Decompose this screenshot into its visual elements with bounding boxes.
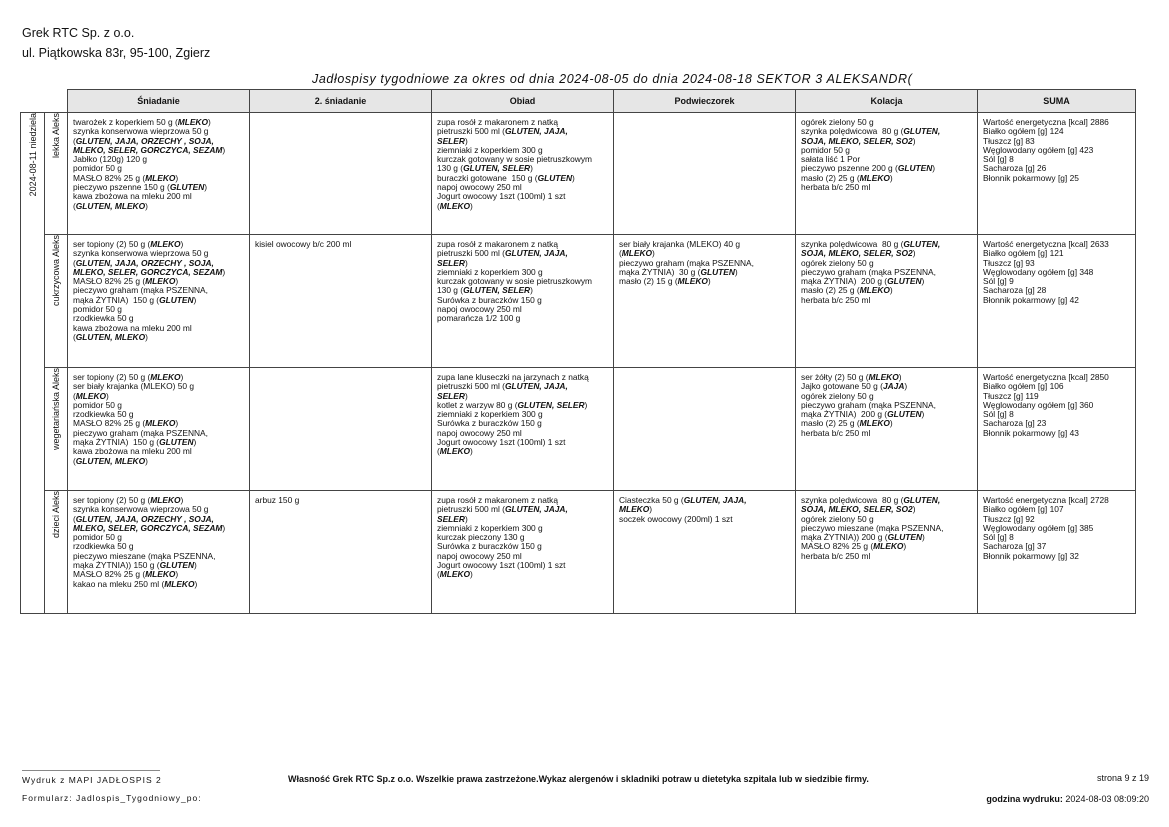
- menu-title: Jadłospisy tygodniowe za okres od dnia 2024-08-05 do dnia 2024-08-18 SEKTOR 3 ALEKSANDR(: [312, 72, 913, 86]
- allergen-text: GLUTEN, JAJA,: [504, 126, 568, 137]
- allergen-text: GLUTEN, MLEKO: [75, 331, 146, 342]
- meal-cell-drugie-sniadanie: arbuz 150 g: [250, 491, 432, 614]
- meal-cell-kolacja: szynka polędwicowa 80 g (GLUTEN, SOJA, MLEKO, SELER, SO2) ogórek zielony 50 g pieczywo mieszane (mąka PSZENNA, mąka ŻYTNIA)) 200 g (GLUTEN) MASŁO 82% 25 g (MLEKO) herbata b/c 250 ml: [796, 491, 978, 614]
- date-cell: [21, 113, 45, 614]
- diet-cell: [45, 491, 68, 614]
- allergen-text: MLEKO, SELER, GORCZYCA, SEZAM: [73, 266, 223, 277]
- allergen-text: GLUTEN: [169, 182, 205, 193]
- page-number: strona 9 z 19: [1096, 773, 1149, 783]
- allergen-text: MLEKO: [439, 569, 471, 580]
- allergen-text: GLUTEN, JAJA, ORZECHY , SOJA,: [75, 513, 214, 524]
- allergen-text: MLEKO: [145, 418, 176, 429]
- allergen-text: MLEKO: [164, 578, 195, 589]
- diet-label: dzieci Aleks: [51, 491, 61, 539]
- ownership-notice: Własność Grek RTC Sp.z o.o. Wszelkie prawa zastrzeżone.Wykaz alergenów i skladniki potraw u dietetyka szpitala lub w siedzibie firmy.: [288, 774, 869, 784]
- date-label: 2024-08-11 niedziela: [27, 113, 38, 197]
- meal-cell-kolacja: ogórek zielony 50 g szynka polędwicowa 80 g (GLUTEN, SOJA, MLEKO, SELER, SO2) pomidor 50 g sałata liść 1 Por pieczywo pszenne 200 g (GLUTEN) masło (2) 25 g (MLEKO) herbata b/c 250 ml: [796, 113, 978, 235]
- diet-cell: [45, 113, 68, 235]
- meal-cell-podwieczorek: [614, 368, 796, 491]
- allergen-text: MLEKO: [619, 504, 650, 515]
- allergen-text: GLUTEN: [537, 172, 572, 183]
- meal-cell-drugie-sniadanie: [250, 113, 432, 235]
- footer-left: [22, 771, 202, 807]
- table-row: [21, 368, 1136, 491]
- diet-label: lekka Aleks: [51, 113, 61, 159]
- meal-cell-suma: Wartość energetyczna [kcal] 2850 Białko ogółem [g] 106 Tłuszcz [g] 119 Węglowodany ogółem [g] 360 Sól [g] 8 Sacharoza [g] 23 Błonnik pokarmowy [g] 43: [978, 368, 1136, 491]
- allergen-text: SOJA, MLEKO, SELER, SO2: [801, 504, 913, 515]
- allergen-text: MLEKO: [150, 495, 181, 505]
- allergen-text: GLUTEN: [887, 409, 922, 420]
- meal-cell-drugie-sniadanie: kisiel owocowy b/c 200 ml: [250, 235, 432, 368]
- meal-cell-suma: Wartość energetyczna [kcal] 2728 Białko ogółem [g] 107 Tłuszcz [g] 92 Węglowodany ogółem [g] 385 Sól [g] 8 Sacharoza [g] 37 Błonnik pokarmowy [g] 32: [978, 491, 1136, 614]
- meal-cell-obiad: zupa lane kluseczki na jarzynach z natką pietruszki 500 ml (GLUTEN, JAJA, SELER) kotlet z warzyw 80 g (GLUTEN, SELER) ziemniaki z koperkiem 300 g Surówka z buraczków 150 g napoj owocowy 250 ml Jogurt owocowy 1szt (100ml) 1 szt (MLEKO): [432, 368, 614, 491]
- header-row: [21, 90, 1136, 113]
- allergen-text: MLEKO: [75, 390, 107, 401]
- printout-label: Wydruk z MAPI JADŁOSPIS 2: [22, 775, 162, 785]
- allergen-text: GLUTEN: [159, 560, 195, 571]
- allergen-text: GLUTEN, SELER: [463, 163, 531, 174]
- allergen-text: MLEKO: [177, 117, 208, 127]
- print-time-value: 2024-08-03 08:09:20: [1065, 794, 1149, 804]
- allergen-text: GLUTEN,: [903, 495, 941, 505]
- allergen-text: GLUTEN, MLEKO: [75, 455, 146, 466]
- table-row: [21, 235, 1136, 368]
- allergen-text: MLEKO: [150, 239, 181, 249]
- meal-cell-suma: Wartość energetyczna [kcal] 2886 Białko ogółem [g] 124 Tłuszcz [g] 83 Węglowodany ogółem [g] 423 Sól [g] 8 Sacharoza [g] 26 Błonnik pokarmowy [g] 25: [978, 113, 1136, 235]
- allergen-text: GLUTEN, JAJA,: [504, 381, 568, 392]
- company-header: [22, 23, 210, 63]
- meal-cell-sniadanie: ser topiony (2) 50 g (MLEKO) szynka konserwowa wieprzowa 50 g (GLUTEN, JAJA, ORZECHY , SOJA, MLEKO, SELER, GORCZYCA, SEZAM) MASŁO 82% 25 g (MLEKO) pieczywo graham (mąka PSZENNA, mąka ŻYTNIA) 150 g (GLUTEN) pomidor 50 g rzodkiewka 50 g kawa zbożowa na mleku 200 ml (GLUTEN, MLEKO): [68, 235, 250, 368]
- header-corner: [21, 90, 68, 113]
- allergen-text: SELER: [437, 257, 465, 268]
- meal-cell-kolacja: szynka polędwicowa 80 g (GLUTEN, SOJA, MLEKO, SELER, SO2) ogórek zielony 50 g pieczywo graham (mąka PSZENNA, mąka ŻYTNIA) 200 g (GLUTEN) masło (2) 25 g (MLEKO) herbata b/c 250 ml: [796, 235, 978, 368]
- company-address: ul. Piątkowska 83r, 95-100, Zgierz: [22, 46, 211, 60]
- allergen-text: SOJA, MLEKO, SELER, SO2: [801, 248, 913, 259]
- meal-cell-kolacja: ser żółty (2) 50 g (MLEKO) Jajko gotowane 50 g (JAJA) ogórek zielony 50 g pieczywo graham (mąka PSZENNA, mąka ŻYTNIA) 200 g (GLUTEN) masło (2) 25 g (MLEKO) herbata b/c 250 ml: [796, 368, 978, 491]
- allergen-text: MLEKO, SELER, GORCZYCA, SEZAM: [73, 522, 223, 533]
- allergen-text: JAJA: [882, 381, 905, 392]
- diet-label: wegetariańska Aleks: [51, 368, 61, 451]
- allergen-text: GLUTEN: [159, 294, 194, 305]
- meal-cell-sniadanie: ser topiony (2) 50 g (MLEKO) szynka konserwowa wieprzowa 50 g (GLUTEN, JAJA, ORZECHY , SOJA, MLEKO, SELER, GORCZYCA, SEZAM) pomidor 50 g rzodkiewka 50 g pieczywo mieszane (mąka PSZENNA, mąka ŻYTNIA)) 150 g (GLUTEN) MASŁO 82% 25 g (MLEKO) kakao na mleku 250 ml (MLEKO): [68, 491, 250, 614]
- meal-cell-podwieczorek: ser biały krajanka (MLEKO) 40 g (MLEKO) pieczywo graham (mąka PSZENNA, mąka ŻYTNIA) 30 g (GLUTEN) masło (2) 15 g (MLEKO): [614, 235, 796, 368]
- allergen-text: GLUTEN, MLEKO: [75, 200, 146, 211]
- company-name: Grek RTC Sp. z o.o.: [22, 26, 135, 40]
- allergen-text: SOJA, MLEKO, SELER, SO2: [801, 135, 913, 146]
- allergen-text: GLUTEN: [897, 163, 933, 174]
- allergen-text: SELER: [437, 513, 465, 524]
- allergen-text: GLUTEN, JAJA,: [683, 495, 747, 505]
- meal-cell-obiad: zupa rosół z makaronem z natką pietruszki 500 ml (GLUTEN, JAJA, SELER) ziemniaki z koperkiem 300 g kurczak pieczony 130 g Surówka z buraczków 150 g napoj owocowy 250 ml Jogurt owocowy 1szt (100ml) 1 szt (MLEKO): [432, 491, 614, 614]
- table-row: [21, 491, 1136, 614]
- allergen-text: GLUTEN: [887, 276, 922, 287]
- allergen-text: MLEKO: [150, 372, 181, 382]
- allergen-text: MLEKO: [859, 285, 890, 296]
- allergen-text: MLEKO: [145, 172, 176, 183]
- header-drugie-sniadanie: 2. śniadanie: [250, 90, 432, 113]
- allergen-text: MLEKO: [439, 446, 471, 457]
- allergen-text: GLUTEN: [159, 437, 194, 448]
- allergen-text: GLUTEN, SELER: [517, 399, 585, 410]
- header-suma: SUMA: [978, 90, 1136, 113]
- allergen-text: MLEKO: [873, 541, 904, 552]
- print-time: [986, 794, 1149, 804]
- meal-cell-sniadanie: ser topiony (2) 50 g (MLEKO) ser biały krajanka (MLEKO) 50 g (MLEKO) pomidor 50 g rzodkiewka 50 g MASŁO 82% 25 g (MLEKO) pieczywo graham (mąka PSZENNA, mąka ŻYTNIA) 150 g (GLUTEN) kawa zbożowa na mleku 200 ml (GLUTEN, MLEKO): [68, 368, 250, 491]
- meal-cell-podwieczorek: Ciasteczka 50 g (GLUTEN, JAJA, MLEKO) soczek owocowy (200ml) 1 szt: [614, 491, 796, 614]
- allergen-text: GLUTEN, JAJA,: [504, 248, 568, 259]
- meal-cell-suma: Wartość energetyczna [kcal] 2633 Białko ogółem [g] 121 Tłuszcz [g] 93 Węglowodany ogółem [g] 348 Sól [g] 9 Sacharoza [g] 28 Błonnik pokarmowy [g] 42: [978, 235, 1136, 368]
- meal-cell-obiad: zupa rosół z makaronem z natką pietruszki 500 ml (GLUTEN, JAJA, SELER) ziemniaki z koperkiem 300 g kurczak gotowany w sosie pietruszkowym 130 g (GLUTEN, SELER) buraczki gotowane 150 g (GLUTEN) napoj owocowy 250 ml Jogurt owocowy 1szt (100ml) 1 szt (MLEKO): [432, 113, 614, 235]
- allergen-text: GLUTEN, JAJA, ORZECHY , SOJA,: [75, 257, 214, 268]
- meal-cell-sniadanie: twarożek z koperkiem 50 g (MLEKO) szynka konserwowa wieprzowa 50 g (GLUTEN, JAJA, ORZECHY , SOJA, MLEKO, SELER, GORCZYCA, SEZAM) Jabłko (120g) 120 g pomidor 50 g MASŁO 82% 25 g (MLEKO) pieczywo pszenne 150 g (GLUTEN) kawa zbożowa na mleku 200 ml (GLUTEN, MLEKO): [68, 113, 250, 235]
- weekly-menu-table: [20, 89, 1136, 614]
- meal-cell-podwieczorek: [614, 113, 796, 235]
- allergen-text: GLUTEN, JAJA,: [504, 504, 568, 515]
- allergen-text: MLEKO: [621, 248, 653, 259]
- allergen-text: GLUTEN, SELER: [463, 285, 531, 296]
- allergen-text: SELER: [437, 135, 465, 146]
- footer-rule: [22, 770, 160, 771]
- allergen-text: GLUTEN, JAJA, ORZECHY , SOJA,: [75, 135, 214, 146]
- header-kolacja: Kolacja: [796, 90, 978, 113]
- allergen-text: MLEKO: [868, 372, 899, 382]
- print-time-label: godzina wydruku:: [986, 794, 1063, 804]
- header-obiad: Obiad: [432, 90, 614, 113]
- diet-label: cukrzycowa Aleks: [51, 235, 61, 307]
- header-sniadanie: Śniadanie: [68, 90, 250, 113]
- allergen-text: MLEKO: [145, 276, 176, 287]
- diet-cell: [45, 368, 68, 491]
- allergen-text: GLUTEN,: [903, 239, 941, 249]
- allergen-text: MLEKO: [677, 276, 708, 287]
- meal-cell-drugie-sniadanie: [250, 368, 432, 491]
- allergen-text: MLEKO, SELER, GORCZYCA, SEZAM: [73, 144, 223, 155]
- allergen-text: MLEKO: [859, 172, 890, 183]
- allergen-text: MLEKO: [439, 200, 471, 211]
- allergen-text: GLUTEN: [700, 266, 735, 277]
- allergen-text: MLEKO: [145, 569, 176, 580]
- allergen-text: SELER: [437, 390, 465, 401]
- allergen-text: GLUTEN,: [903, 126, 941, 137]
- diet-cell: [45, 235, 68, 368]
- form-label: Formularz: Jadlospis_Tygodniowy_po:: [22, 793, 202, 803]
- allergen-text: MLEKO: [859, 418, 890, 429]
- header-podwieczorek: Podwieczorek: [614, 90, 796, 113]
- meal-cell-obiad: zupa rosół z makaronem z natką pietruszki 500 ml (GLUTEN, JAJA, SELER) ziemniaki z koperkiem 300 g kurczak gotowany w sosie pietruszkowym 130 g (GLUTEN, SELER) Surówka z buraczków 150 g napoj owocowy 250 ml pomarańcza 1/2 100 g: [432, 235, 614, 368]
- table-row: [21, 113, 1136, 235]
- allergen-text: GLUTEN: [887, 532, 923, 543]
